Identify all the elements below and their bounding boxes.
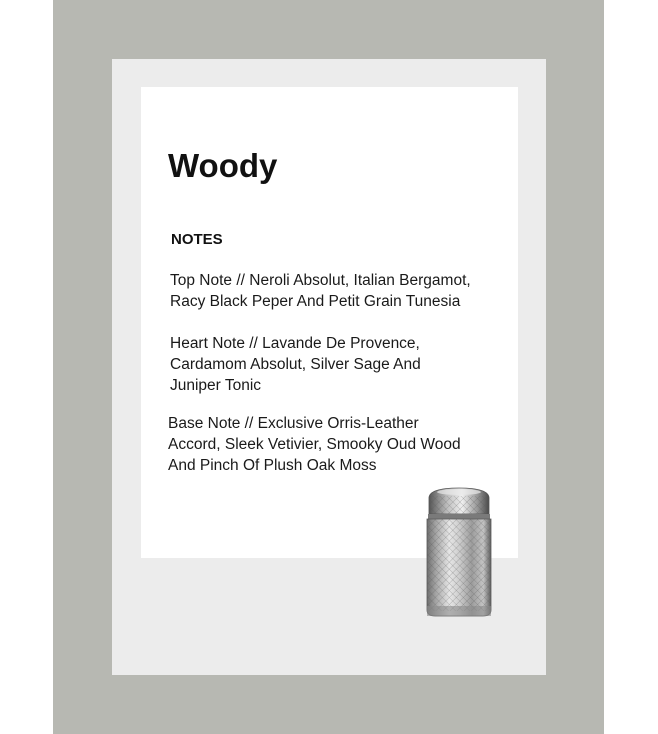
- base-note-line: Accord, Sleek Vetivier, Smooky Oud Wood: [168, 436, 461, 453]
- notes-heading: NOTES: [171, 231, 223, 248]
- base-note-line: And Pinch Of Plush Oak Moss: [168, 457, 377, 474]
- heart-note-line: Juniper Tonic: [170, 377, 262, 394]
- heart-note: [170, 333, 530, 396]
- perfume-bottle-icon: [421, 484, 497, 620]
- top-note-line: Racy Black Peper And Petit Grain Tunesia: [170, 293, 461, 310]
- base-note-line: Base Note // Exclusive Orris-Leather: [168, 415, 419, 432]
- heart-note-line: Heart Note // Lavande De Provence,: [170, 335, 420, 352]
- top-note: [170, 270, 530, 312]
- base-note: [168, 413, 528, 476]
- top-note-line: Top Note // Neroli Absolut, Italian Bergamot,: [170, 272, 471, 289]
- page-title: Woody: [168, 147, 278, 184]
- heart-note-line: Cardamom Absolut, Silver Sage And: [170, 356, 421, 373]
